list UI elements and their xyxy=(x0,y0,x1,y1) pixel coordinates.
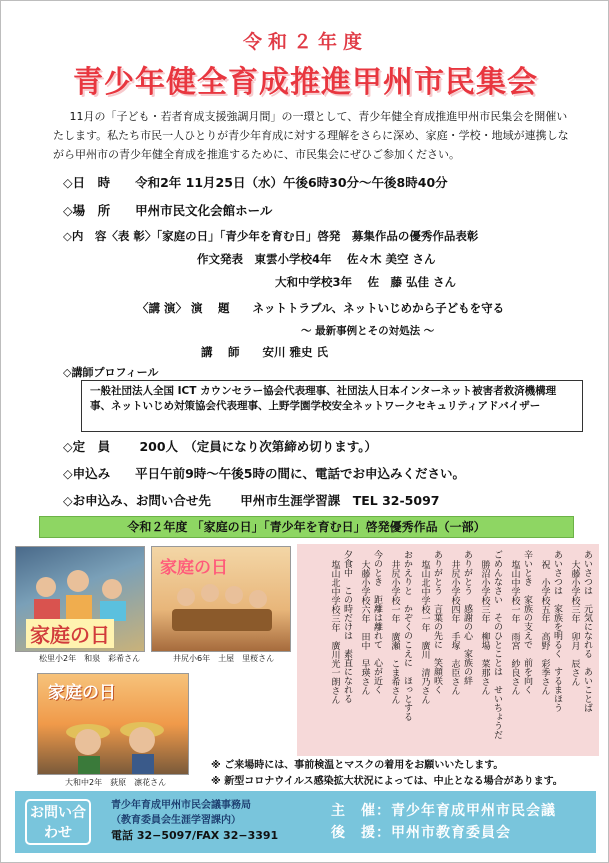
poem-author: 塩山北中学校一年 廣川 清乃さん xyxy=(419,560,430,704)
event-content: ◇内 容〈表 彰〉「家庭の日」「青少年を育む日」啓発 募集作品の優秀作品表彰 xyxy=(63,229,479,243)
event-date: ◇日 時 令和2年 11月25日（水）午後6時30分～午後8時40分 xyxy=(63,175,448,190)
poem-author: 塩山中学校一年 雨宮 紗良さん xyxy=(509,560,520,695)
artwork-2 xyxy=(151,546,291,652)
artwork-3 xyxy=(37,673,189,775)
organizers xyxy=(331,800,556,844)
poem-item xyxy=(328,550,353,750)
essay-presenter-2: 大和中学校3年 佐 藤 弘佳 さん xyxy=(275,275,457,289)
essay-presenter-1: 作文発表 東雲小学校4年 佐々木 美空 さん xyxy=(197,252,436,266)
artwork-3-painted-text: 家庭の日 xyxy=(48,683,116,703)
artwork-1-caption: 松里小2年 和泉 彩希さん xyxy=(39,654,141,663)
poem-item xyxy=(388,550,413,750)
office-name: 青少年育成甲州市民会議事務局 xyxy=(111,800,251,811)
intro-paragraph: 11月の「子ども・若者育成支援強調月間」の一環として、青少年健全育成推進甲州市民集会を開催いたします。私たち市民一人ひとりが青少年育成に対する理解をさらに深め、家庭・学校・地域が連携しながら甲州市の青少年健全育成を推進するために、市民集会にぜひご参加ください。 xyxy=(53,110,569,161)
support-organization: 後 援：甲州市教育委員会 xyxy=(331,825,511,841)
office-tel: 電話 32−5097/FAX 32−3391 xyxy=(111,829,279,842)
poem-text: 辛いとき 家族の支えで 前を向く xyxy=(522,550,532,694)
poem-text: ごめんなさい そのひとことは せいちょうだ xyxy=(492,550,502,739)
poem-item xyxy=(508,550,533,750)
poem-author: 塩山北中学校三年 廣川光一朗さん xyxy=(329,560,340,704)
artwork-2-caption: 井尻小6年 土屋 里桜さん xyxy=(173,654,275,663)
event-year: 令和２年度 xyxy=(242,31,368,53)
lecture-topic: 〈講 演〉 演 題 ネットトラブル、ネットいじめから子どもを守る xyxy=(137,301,505,315)
inquiry-label: お問い合わせ xyxy=(25,799,91,845)
poem-author: 祝 小学校五年 高野 彩季さん xyxy=(539,560,550,695)
poem-item xyxy=(358,550,383,750)
poem-text: あいさつは 元気になれる あいことば xyxy=(582,550,592,712)
lecturer-name: 講 師 安川 雅史 氏 xyxy=(201,345,329,359)
poem-item xyxy=(478,550,503,750)
event-place: ◇場 所 甲州市民文化会館ホール xyxy=(63,203,273,218)
footer xyxy=(15,791,596,853)
poem-item xyxy=(418,550,443,750)
poem-text: ありがとう 感謝の心 家族の絆 xyxy=(462,550,472,685)
notice-list xyxy=(211,758,563,790)
host-organization: 主 催：青少年育成甲州市民会議 xyxy=(331,803,556,819)
poem-text: おかえりと かぞくのこえに ほっとする xyxy=(402,550,412,721)
office-info xyxy=(111,798,278,843)
profile-heading: ◇講師プロフィール xyxy=(63,366,159,379)
capacity: ◇定 員 200人 （定員になり次第締め切ります。） xyxy=(63,439,378,454)
poem-author: 井尻小学校一年 廣瀬 こま希さん xyxy=(389,560,400,704)
works-banner: 令和２年度 「家庭の日」「青少年を育む日」啓発優秀作品（一部） xyxy=(39,516,574,538)
poem-text: 夕食中 この時だけは 素直になれる xyxy=(342,550,352,703)
poem-list xyxy=(297,544,599,756)
artwork-1 xyxy=(15,546,145,652)
artwork-1-painted-text: 家庭の日 xyxy=(26,619,114,648)
notice-item: ※ ご来場時には、事前検温とマスクの着用をお願いいたします。 xyxy=(211,760,504,771)
poem-author: 勝沼小学校三年 柳場 菜那さん xyxy=(479,560,490,695)
artwork-2-painted-text: 家庭の日 xyxy=(160,558,228,578)
office-sub: （教育委員会生涯学習課内） xyxy=(111,815,241,826)
application-info: ◇申込み 平日午前9時～午後5時の間に、電話でお申込みください。 xyxy=(63,466,466,481)
poem-item xyxy=(538,550,563,750)
poem-text: ありがとう 言葉の先に 笑顔咲く xyxy=(432,550,442,694)
poem-author: 井尻小学校四年 手塚 志臣さん xyxy=(449,560,460,695)
poem-text: あいさつは 家族を明るく するまほう xyxy=(552,550,562,712)
event-title: 青少年健全育成推進甲州市民集会 xyxy=(73,65,538,100)
poem-text: 今のとき 距離は離れて 心が近く xyxy=(372,550,382,694)
poem-author: 大藤小学校六年 田中 早瑛さん xyxy=(359,560,370,695)
poem-item xyxy=(448,550,473,750)
poem-item xyxy=(568,550,593,750)
notice-item: ※ 新型コロナウイルス感染拡大状況によっては、中止となる場合があります。 xyxy=(211,776,563,787)
lecturer-profile: 一般社団法人全国 ICT カウンセラー協会代表理事、社団法人日本インターネット被害者救済機構理事、ネットいじめ対策協会代表理事、上野学園学校安全ネットワークセキュリティアドバイザー xyxy=(81,380,583,432)
poem-author: 大藤小学校三年 卯月 辰さん xyxy=(569,560,580,686)
contact-info: ◇お申込み、お問い合せ先 甲州市生涯学習課 TEL 32-5097 xyxy=(63,493,440,508)
artwork-3-caption: 大和中2年 荻原 凛花さん xyxy=(65,778,167,787)
lecture-subtitle: ～ 最新事例とその対処法 ～ xyxy=(301,325,435,337)
